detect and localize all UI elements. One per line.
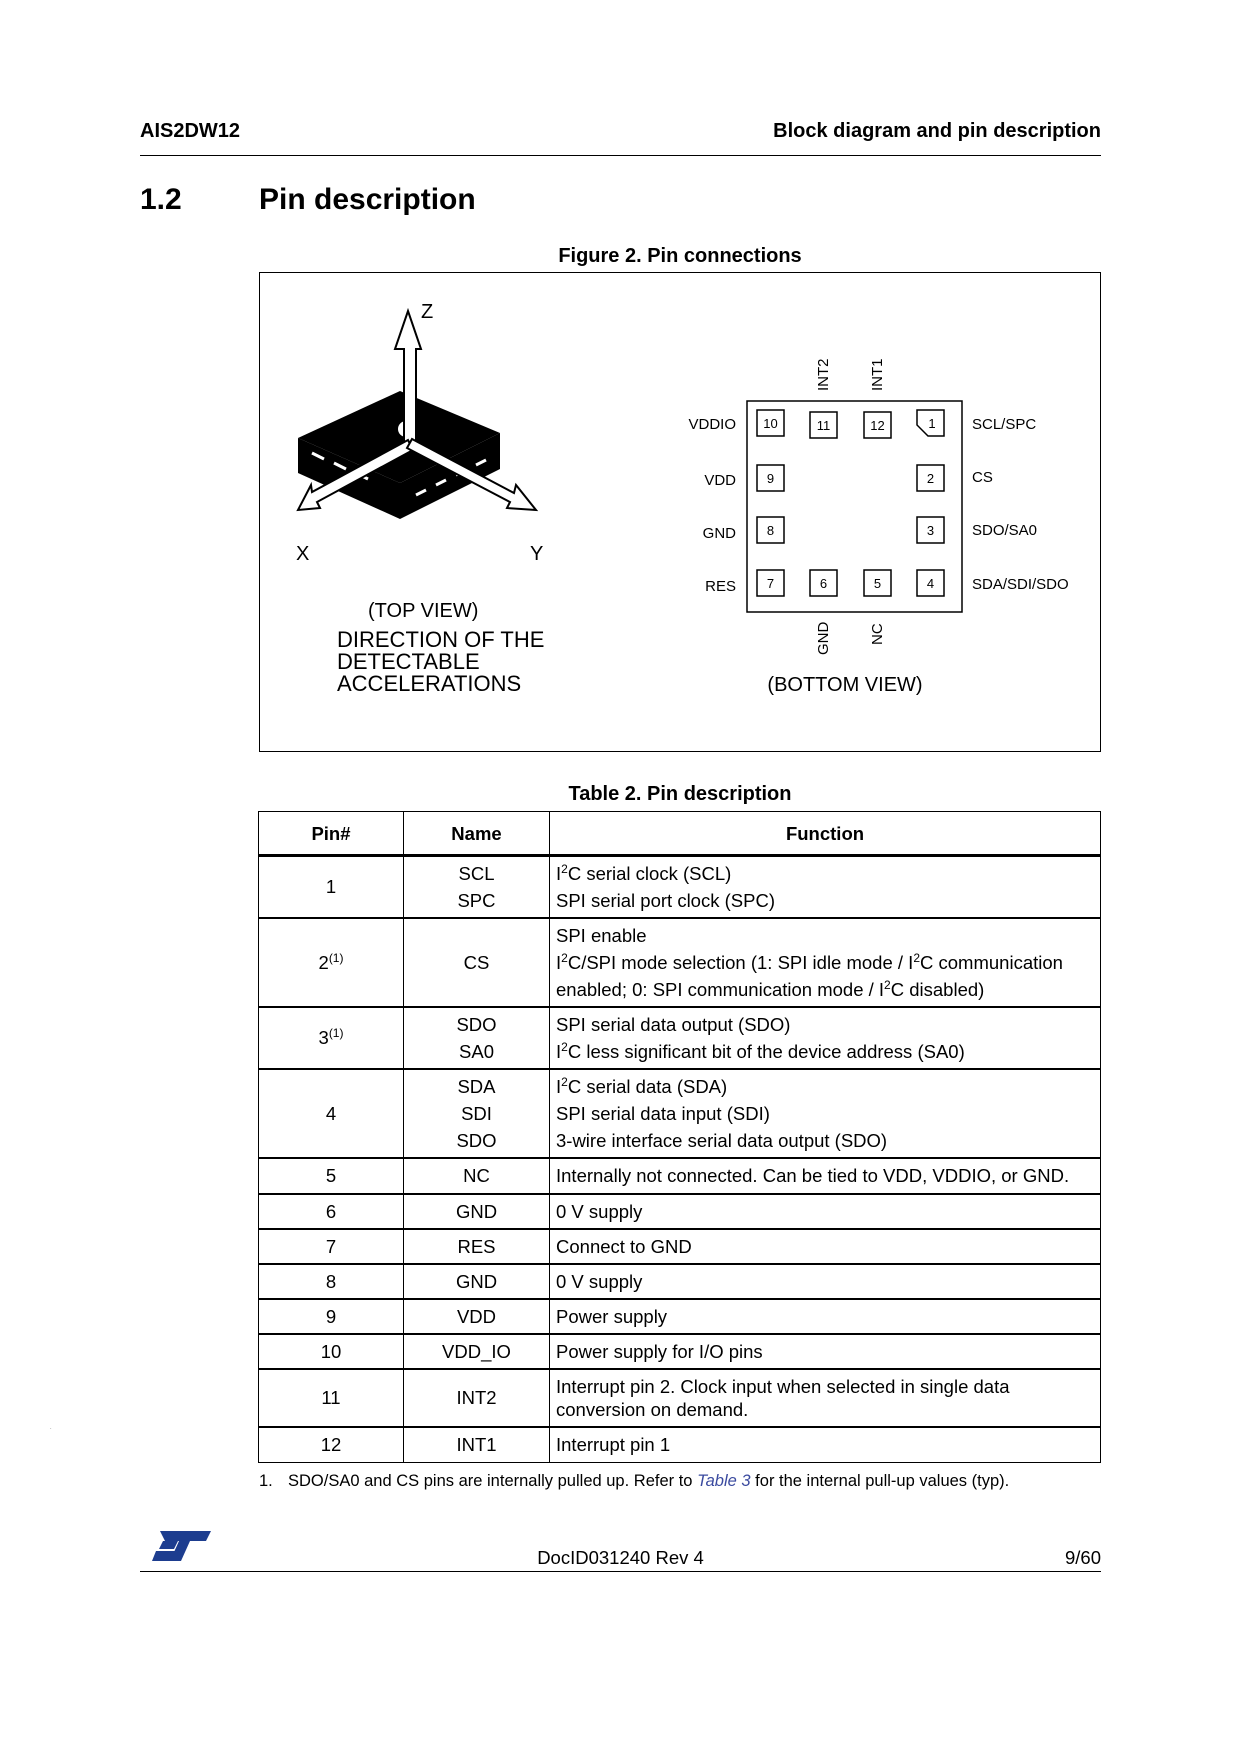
name-cell: CS [404,918,550,1007]
label-int1: INT1 [869,358,886,391]
header-rule [140,155,1101,156]
name-line: SDO [456,1013,497,1035]
function-cell [550,1069,1101,1158]
function-cell: Connect to GND [550,1229,1101,1264]
pin1-marker-label: 1 [377,399,388,419]
pin-cell: 11 [259,1369,404,1427]
pin-footnote-ref: (1) [328,1025,344,1040]
label-scl-spc: SCL/SPC [972,416,1037,433]
label-gnd-bottom: GND [815,621,832,655]
footnote-text-end: for the internal pull-up values (typ). [750,1472,1010,1490]
header-function: Function [550,812,1101,856]
table-row [259,856,1101,918]
pin-cell: 3$^{(1)}$ [259,1007,404,1069]
function-line: SPI enable [556,924,647,946]
name-line: SCL [458,862,495,884]
name-cell: GND [404,1194,550,1229]
table-header-row [259,812,1101,856]
label-vdd: VDD [704,472,736,489]
axis-x-label: X [296,543,310,565]
pin-cell: 6 [259,1194,404,1229]
logo-text: ST [50,1429,52,1430]
section-title: Pin description [259,183,476,216]
header-chapter: Block diagram and pin description [773,120,1101,142]
pad-number-11: 11 [816,418,831,433]
pin-cell: 4 [259,1069,404,1158]
function-cell: Power supply [550,1299,1101,1334]
name-cell: RES [404,1229,550,1264]
name-line: SDO [456,1129,497,1151]
pin-cell: 2$^{(1)}$ [259,918,404,1007]
pin-cell: 7 [259,1229,404,1264]
function-line: $I^2C$ serial data (SDA) [556,1074,728,1097]
footnote-text: SDO/SA0 and CS pins are internally pulled up. Refer to [288,1472,698,1490]
table-row [259,1264,1101,1299]
name-cell [404,856,550,918]
function-cell: 0 V supply [550,1194,1101,1229]
name-cell: VDD [404,1299,550,1334]
section-number: 1.2 [140,183,182,216]
pin-cell: 1 [259,856,404,918]
table-footnote [259,1472,1009,1491]
pin-cell: 12 [259,1427,404,1463]
pin-connections-figure [259,272,1101,752]
pad-number-1: 1 [928,416,936,431]
name-cell: GND [404,1264,550,1299]
label-res: RES [705,578,736,595]
pad-number-3: 3 [926,523,935,538]
table-row [259,1334,1101,1369]
header-doc-name: AIS2DW12 [140,120,241,142]
pin-cell: 10 [259,1334,404,1369]
name-cell: NC [404,1158,550,1194]
function-cell: Interrupt pin 1 [550,1427,1101,1463]
table-row [259,918,1101,1007]
bottom-view-pads [757,410,944,596]
function-line: SPI serial port clock (SPC) [556,889,775,911]
name-cell: VDD_IO [404,1334,550,1369]
function-cell [550,918,1101,1007]
axis-z-label: Z [421,301,434,323]
pad-number-5: 5 [873,576,882,591]
function-line: Interrupt pin 2. Clock input when selected in single data [556,1375,1010,1397]
label-vddio: VDDIO [688,416,736,433]
footnote-table3-link[interactable]: Table 3 [697,1472,751,1490]
direction-line-1: DIRECTION OF THE [337,627,545,652]
pad-number-9: 9 [766,471,775,486]
function-cell [550,856,1101,918]
pin-cell: 8 [259,1264,404,1299]
name-cell [404,1007,550,1069]
name-line: SA0 [459,1040,494,1062]
function-line: $I^2C$/SPI mode selection (1: SPI idle mode / $I^2C$ communication [556,950,1063,973]
footer-doc-id: DocID031240 Rev 4 [537,1547,704,1568]
pad-number-10: 10 [763,416,778,431]
pad-number-6: 6 [819,576,828,591]
table-row [259,1427,1101,1463]
axis-y-label: Y [530,543,544,565]
table-row [259,1229,1101,1264]
footer-rule [140,1571,1101,1572]
function-cell: Power supply for I/O pins [550,1334,1101,1369]
right-pin-labels [972,416,1069,593]
pin-footnote-ref: (1) [328,950,344,965]
name-line: SPC [457,889,496,911]
function-line: $I^2C$ serial clock (SCL) [556,861,732,884]
header-pin: Pin# [259,812,404,856]
function-line: enabled; 0: SPI communication mode / $I^2C$ disabled) [556,977,985,1000]
function-line: conversion on demand. [556,1398,749,1420]
name-cell: INT1 [404,1427,550,1463]
pin-description-table [258,811,1101,1463]
function-line: SPI serial data output (SDO) [556,1013,791,1035]
name-line: SDA [457,1075,496,1097]
function-line: $I^2C$ less significant bit of the device address (SA0) [556,1039,965,1062]
function-cell: Internally not connected. Can be tied to VDD, VDDIO, or GND. [550,1158,1101,1194]
bottom-view-label: (BOTTOM VIEW) [767,674,923,696]
table-row [259,1299,1101,1334]
pad-number-8: 8 [766,523,775,538]
function-cell: 0 V supply [550,1264,1101,1299]
left-pin-labels [688,416,736,595]
direction-line-2: DETECTABLE [337,649,480,674]
pad-number-4: 4 [926,576,935,591]
pad-number-2: 2 [926,471,935,486]
label-sdo-sa0: SDO/SA0 [972,522,1038,539]
function-cell [550,1007,1101,1069]
function-cell [550,1369,1101,1427]
direction-line-3: ACCELERATIONS [337,671,522,696]
header-name: Name [404,812,550,856]
pad-number-7: 7 [766,576,775,591]
table-row [259,1007,1101,1069]
label-sda-sdi-sdo: SDA/SDI/SDO [972,576,1069,593]
label-nc: NC [869,623,886,645]
pad-number-12: 12 [870,418,885,433]
pin-connections-diagram [260,273,1100,751]
name-cell [404,1069,550,1158]
table-row [259,1369,1101,1427]
footer-page-number: 9/60 [1064,1547,1101,1568]
label-int2: INT2 [815,358,832,391]
pad-numbers [763,416,935,591]
pin-cell: 5 [259,1158,404,1194]
function-line: SPI serial data input (SDI) [556,1102,770,1124]
table-row [259,1069,1101,1158]
figure-title: Figure 2. Pin connections [558,245,802,267]
name-line: SDI [461,1102,492,1124]
table-row [259,1194,1101,1229]
footnote-number: 1. [259,1472,273,1490]
top-view-label: (TOP VIEW) [368,600,479,622]
name-cell: INT2 [404,1369,550,1427]
function-line: 3-wire interface serial data output (SDO) [556,1129,888,1151]
table-title: Table 2. Pin description [568,783,792,805]
label-gnd-left: GND [702,525,736,542]
pin-cell: 9 [259,1299,404,1334]
label-cs: CS [972,469,993,486]
table-row [259,1158,1101,1194]
